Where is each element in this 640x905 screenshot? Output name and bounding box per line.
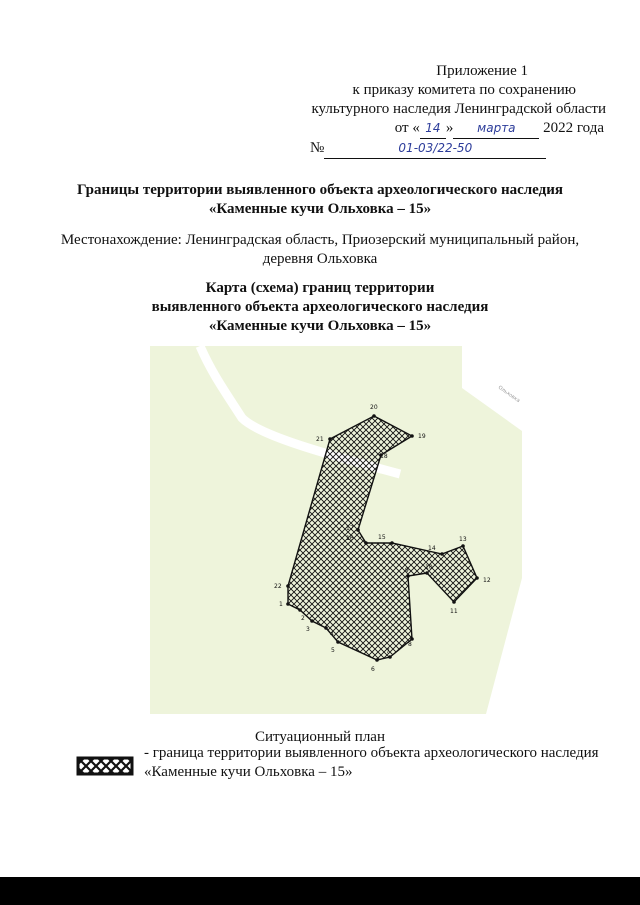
boundary-point-21 (328, 437, 332, 441)
boundary-point-label-13: 13 (459, 536, 467, 543)
boundary-point-22 (286, 584, 290, 588)
appendix-number-line: № 01-03/22-50 (276, 139, 606, 159)
map-caption: Ситуационный план (254, 729, 385, 745)
boundary-point-label-19: 19 (418, 433, 426, 440)
document-title (0, 181, 640, 219)
boundary-point-17 (356, 528, 360, 532)
boundary-point-12 (475, 576, 479, 580)
boundary-point-label-1: 1 (279, 601, 283, 608)
boundary-point-label-2: 2 (301, 615, 305, 622)
boundary-point-4 (324, 626, 328, 630)
boundary-point-label-9: 9 (405, 567, 409, 574)
boundary-point-1 (286, 602, 290, 606)
scan-border (0, 877, 640, 905)
boundary-point-label-4: 4 (330, 631, 334, 638)
boundary-point-9 (406, 574, 410, 578)
location-block (0, 231, 640, 269)
handwritten-month: марта (453, 119, 539, 139)
boundary-point-5 (336, 640, 340, 644)
map-heading-line-3: «Каменные кучи Ольховка – 15» (208, 318, 432, 334)
title-line-2: «Каменные кучи Ольховка – 15» (208, 201, 432, 217)
boundary-point-label-12: 12 (483, 577, 491, 584)
location-line-1: Местонахождение: Ленинградская область, Приозерский муниципальный район, (60, 232, 580, 248)
boundary-point-label-18: 18 (380, 453, 388, 460)
hatched-boundary-icon (76, 756, 134, 776)
map-heading-line-1: Карта (схема) границ территории (205, 280, 435, 296)
boundary-point-label-10: 10 (425, 564, 433, 571)
legend-line-1: - граница территории выявленного объекта археологического наследия (144, 745, 599, 761)
boundary-point-15 (390, 541, 394, 545)
boundary-point-7 (388, 655, 392, 659)
boundary-point-label-14: 14 (428, 545, 436, 552)
boundary-point-label-22: 22 (274, 583, 282, 590)
boundary-point-14 (440, 552, 444, 556)
legend-text (144, 744, 599, 782)
boundary-point-label-21: 21 (316, 436, 324, 443)
appendix-block (276, 62, 606, 159)
appendix-title: Приложение 1 (436, 63, 528, 79)
boundary-point-label-16: 16 (346, 535, 354, 542)
boundary-point-3 (310, 619, 314, 623)
handwritten-number: 01-03/22-50 (324, 139, 546, 159)
boundary-point-20 (372, 414, 376, 418)
boundary-point-label-6: 6 (371, 666, 375, 673)
title-line-1: Границы территории выявленного объекта археологического наследия (77, 182, 563, 198)
situational-map (150, 346, 532, 714)
boundary-point-16 (364, 541, 368, 545)
legend-line-2: «Каменные кучи Ольховка – 15» (144, 764, 353, 780)
boundary-point-label-20: 20 (370, 404, 378, 411)
boundary-point-label-17: 17 (346, 525, 354, 532)
boundary-point-10 (425, 571, 429, 575)
map-heading-line-2: выявленного объекта археологического наследия (151, 299, 489, 315)
appendix-committee-line: культурного наследия Ленинградской области (311, 101, 606, 117)
boundary-point-19 (410, 434, 414, 438)
boundary-point-11 (452, 600, 456, 604)
boundary-point-label-7: 7 (386, 648, 390, 655)
appendix-date-line: от « 14 » марта 2022 года (276, 119, 606, 139)
handwritten-day: 14 (420, 119, 446, 139)
map-heading (0, 279, 640, 336)
boundary-point-label-15: 15 (378, 534, 386, 541)
boundary-point-13 (461, 544, 465, 548)
map-road-label: Ольховка (496, 384, 521, 405)
boundary-point-2 (298, 608, 302, 612)
boundary-point-6 (375, 658, 379, 662)
boundary-point-label-8: 8 (408, 641, 412, 648)
boundary-point-label-11: 11 (450, 608, 458, 615)
boundary-point-label-5: 5 (331, 647, 335, 654)
location-line-2: деревня Ольховка (262, 251, 378, 267)
boundary-point-label-3: 3 (306, 626, 310, 633)
appendix-order-line: к приказу комитета по сохранению (352, 82, 576, 98)
